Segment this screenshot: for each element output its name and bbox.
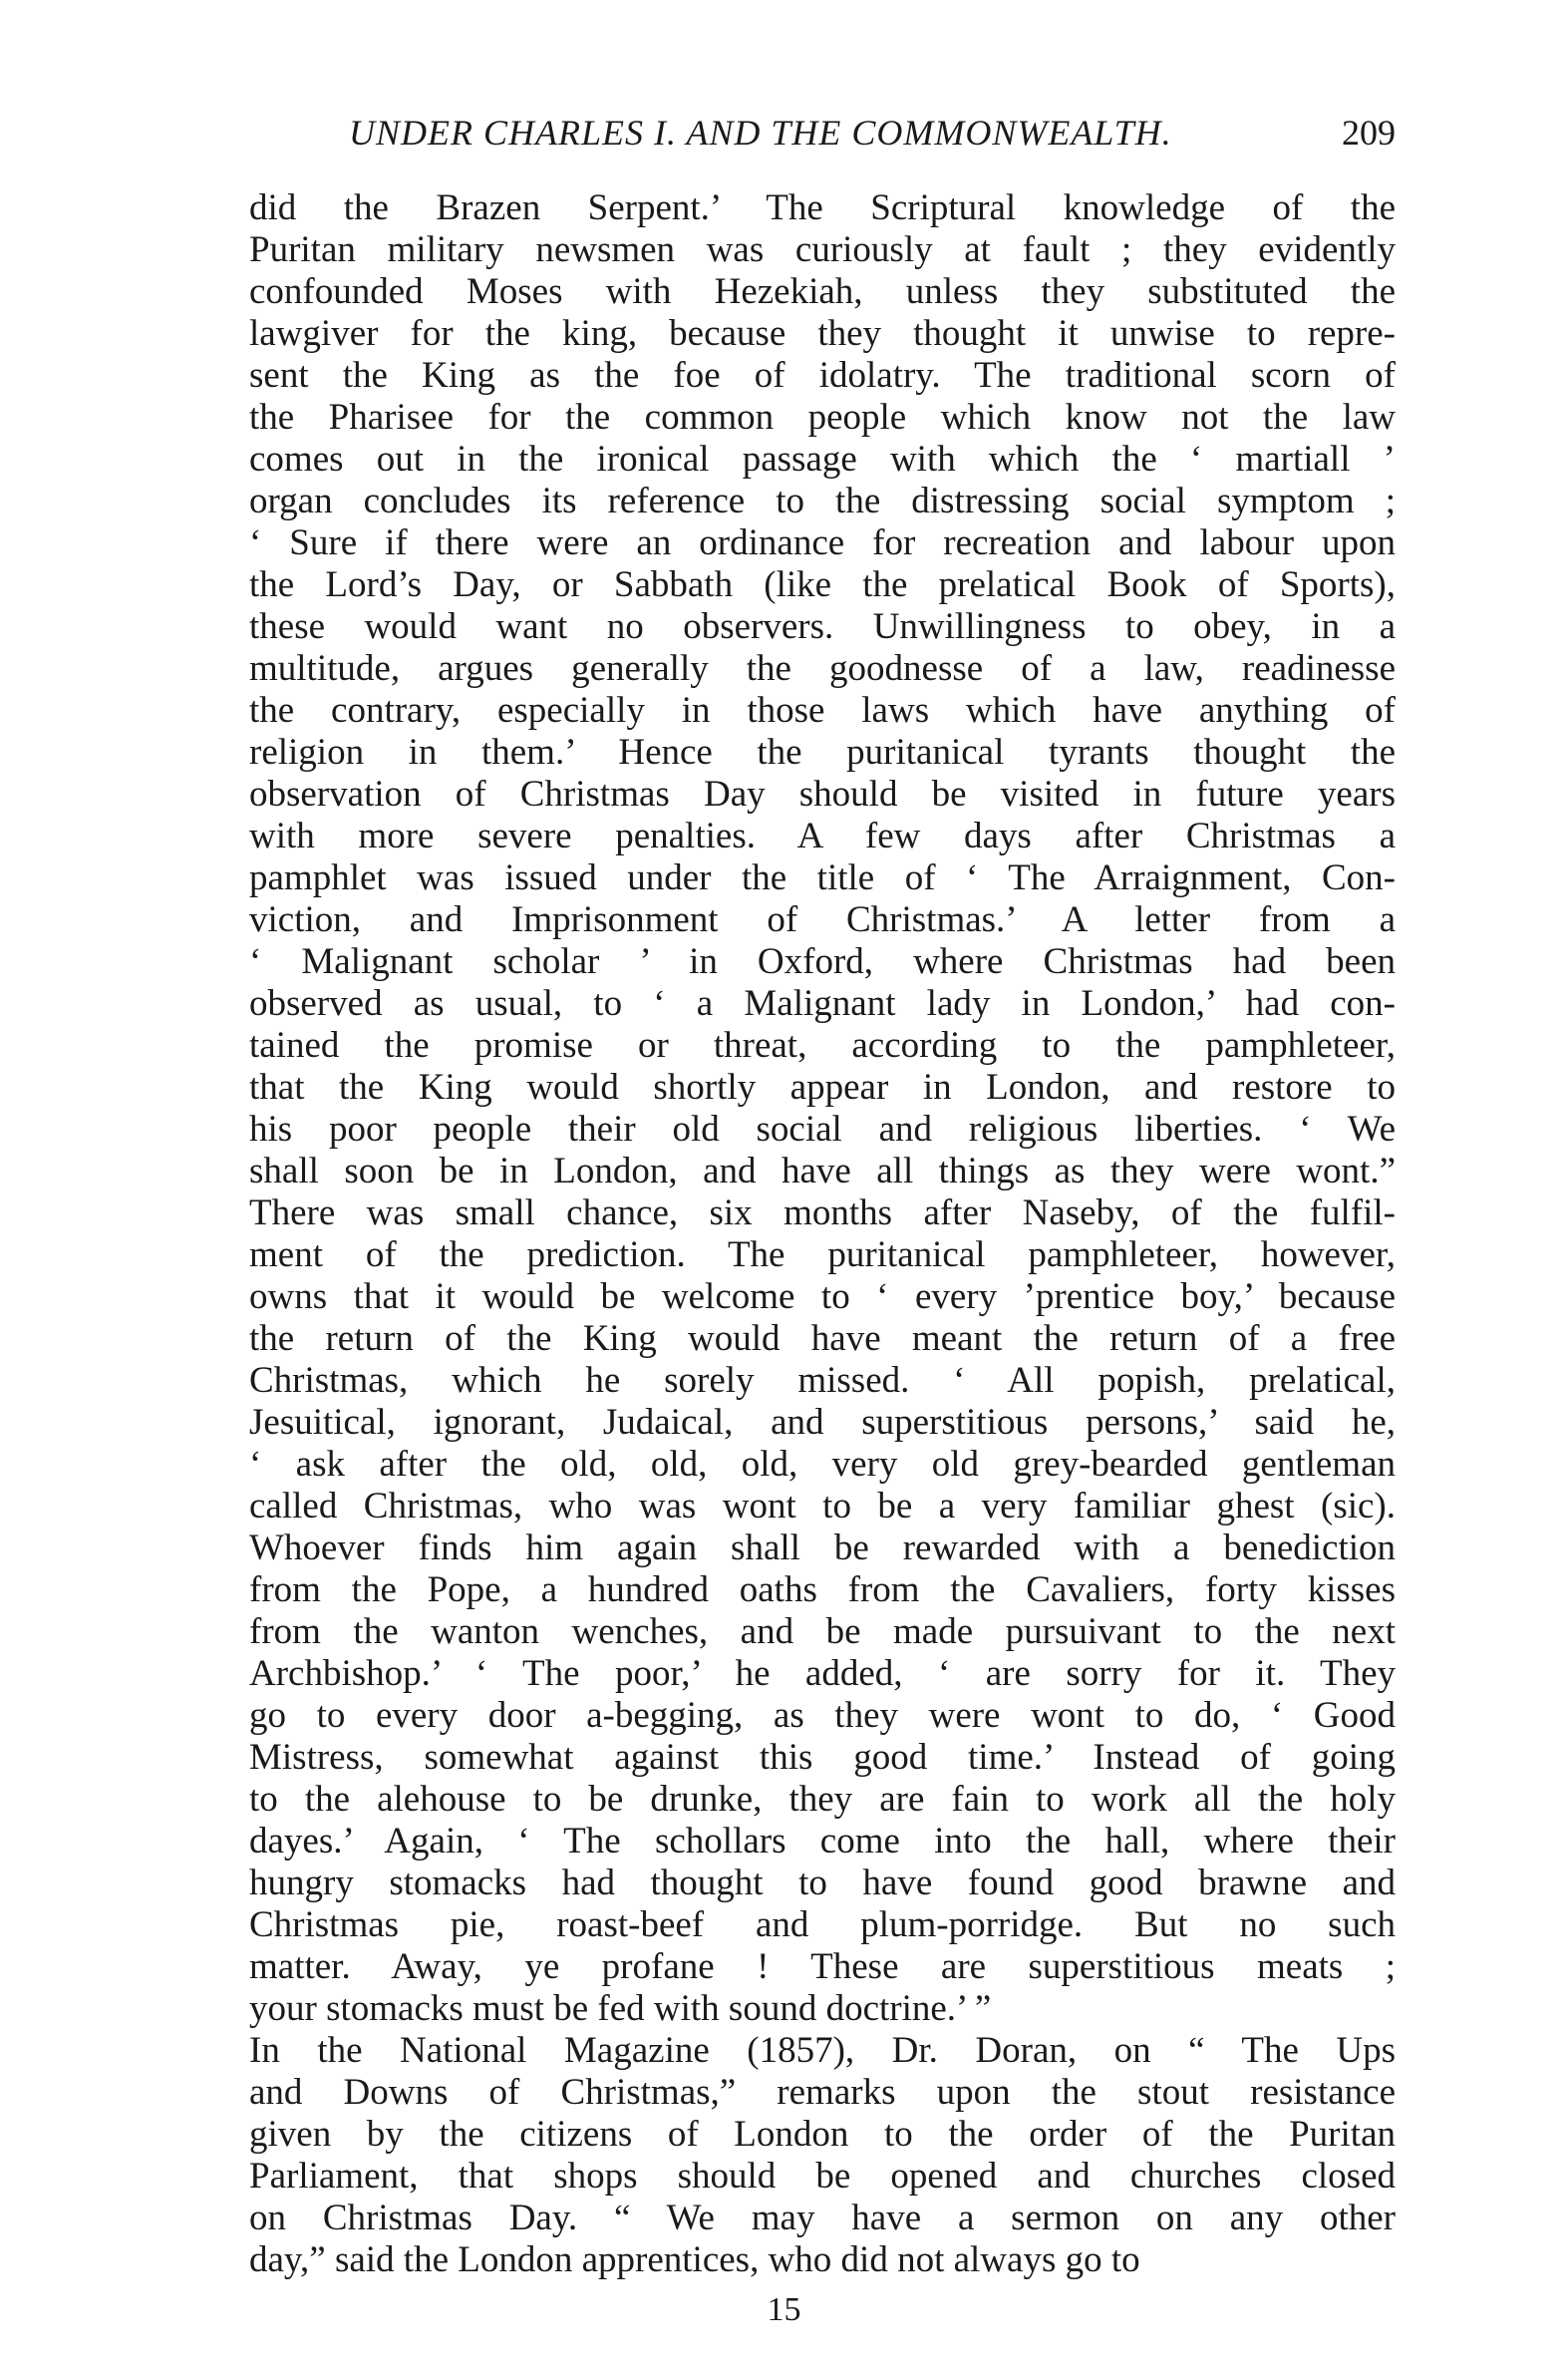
text-line: Christmas, which he sorely missed. ‘ All popish, prelatical, — [249, 1360, 1396, 1401]
text-line: day,” said the London apprentices, who did not always go to — [249, 2239, 1140, 2280]
text-line: the contrary, especially in those laws which have anything of — [249, 690, 1396, 731]
text-line: Parliament, that shops should be opened and churches closed — [249, 2156, 1396, 2197]
text-line: observed as usual, to ‘ a Malignant lady in London,’ had con- — [249, 983, 1396, 1024]
text-line: his poor people their old social and religious liberties. ‘ We — [249, 1109, 1396, 1150]
text-line: sent the King as the foe of idolatry. The traditional scorn of — [249, 355, 1396, 396]
text-line: given by the citizens of London to the order of the Puritan — [249, 2114, 1396, 2155]
text-line: from the Pope, a hundred oaths from the Cavaliers, forty kisses — [249, 1569, 1396, 1610]
text-line: comes out in the ironical passage with which the ‘ martiall ’ — [249, 439, 1396, 480]
text-line: Archbishop.’ ‘ The poor,’ he added, ‘ are sorry for it. They — [249, 1653, 1396, 1694]
text-line: hungry stomacks had thought to have found good brawne and — [249, 1863, 1396, 1903]
text-line: There was small chance, six months after Naseby, of the fulfil- — [249, 1192, 1396, 1233]
text-line: the return of the King would have meant the return of a free — [249, 1318, 1396, 1359]
text-line: Whoever finds him again shall be rewarded with a benediction — [249, 1527, 1396, 1568]
text-line: the Pharisee for the common people which know not the law — [249, 397, 1396, 438]
text-line: lawgiver for the king, because they thought it unwise to repre- — [249, 313, 1396, 354]
body-text — [249, 187, 1396, 2281]
text-line: owns that it would be welcome to ‘ every ’prentice boy,’ because — [249, 1276, 1396, 1317]
signature-mark: 15 — [767, 2291, 801, 2328]
text-line: to the alehouse to be drunke, they are fain to work all the holy — [249, 1779, 1396, 1820]
text-line: Jesuitical, ignorant, Judaical, and superstitious persons,’ said he, — [249, 1402, 1396, 1443]
text-line: organ concludes its reference to the distressing social symptom ; — [249, 481, 1396, 521]
text-line: ‘ ask after the old, old, old, very old grey-bearded gentleman — [249, 1444, 1396, 1485]
text-line: Mistress, somewhat against this good time.’ Instead of going — [249, 1737, 1396, 1778]
text-line: Christmas pie, roast-beef and plum-porridge. But no such — [249, 1904, 1396, 1945]
text-line: and Downs of Christmas,” remarks upon the stout resistance — [249, 2072, 1396, 2113]
text-line: ‘ Malignant scholar ’ in Oxford, where Christmas had been — [249, 941, 1396, 982]
text-line: shall soon be in London, and have all things as they were wont.” — [249, 1151, 1396, 1191]
text-line: these would want no observers. Unwillingness to obey, in a — [249, 606, 1396, 647]
text-line: viction, and Imprisonment of Christmas.’ A letter from a — [249, 899, 1396, 940]
text-line: pamphlet was issued under the title of ‘ The Arraignment, Con- — [249, 857, 1396, 898]
text-line: the Lord’s Day, or Sabbath (like the prelatical Book of Sports), — [249, 564, 1396, 605]
text-line: from the wanton wenches, and be made pursuivant to the next — [249, 1611, 1396, 1652]
text-line: called Christmas, who was wont to be a very familiar ghest (sic). — [249, 1486, 1396, 1527]
text-line: multitude, argues generally the goodnesse of a law, readinesse — [249, 648, 1396, 689]
text-line: did the Brazen Serpent.’ The Scriptural knowledge of the — [249, 187, 1396, 228]
text-line: tained the promise or threat, according to the pamphleteer, — [249, 1025, 1396, 1066]
text-line: on Christmas Day. “ We may have a sermon on any other — [249, 2198, 1396, 2238]
text-line: your stomacks must be fed with sound doctrine.’ ” — [249, 1988, 992, 2029]
text-line: confounded Moses with Hezekiah, unless they substituted the — [249, 271, 1396, 312]
text-line: religion in them.’ Hence the puritanical tyrants thought the — [249, 732, 1396, 773]
page-number: 209 — [1342, 113, 1396, 153]
text-line: ‘ Sure if there were an ordinance for recreation and labour upon — [249, 522, 1396, 563]
text-line: observation of Christmas Day should be visited in future years — [249, 774, 1396, 815]
text-line: matter. Away, ye profane ! These are superstitious meats ; — [249, 1946, 1396, 1987]
text-line: go to every door a-begging, as they were wont to do, ‘ Good — [249, 1695, 1396, 1736]
text-line: In the National Magazine (1857), Dr. Doran, on “ The Ups — [249, 2030, 1396, 2071]
text-line: dayes.’ Again, ‘ The schollars come into the hall, where their — [249, 1821, 1396, 1862]
running-head — [249, 112, 1396, 171]
text-line: with more severe penalties. A few days after Christmas a — [249, 816, 1396, 856]
text-line: Puritan military newsmen was curiously at fault ; they evidently — [249, 229, 1396, 270]
text-line: ment of the prediction. The puritanical pamphleteer, however, — [249, 1234, 1396, 1275]
running-head-title: UNDER CHARLES I. AND THE COMMONWEALTH. — [349, 113, 1172, 153]
text-line: that the King would shortly appear in London, and restore to — [249, 1067, 1396, 1108]
